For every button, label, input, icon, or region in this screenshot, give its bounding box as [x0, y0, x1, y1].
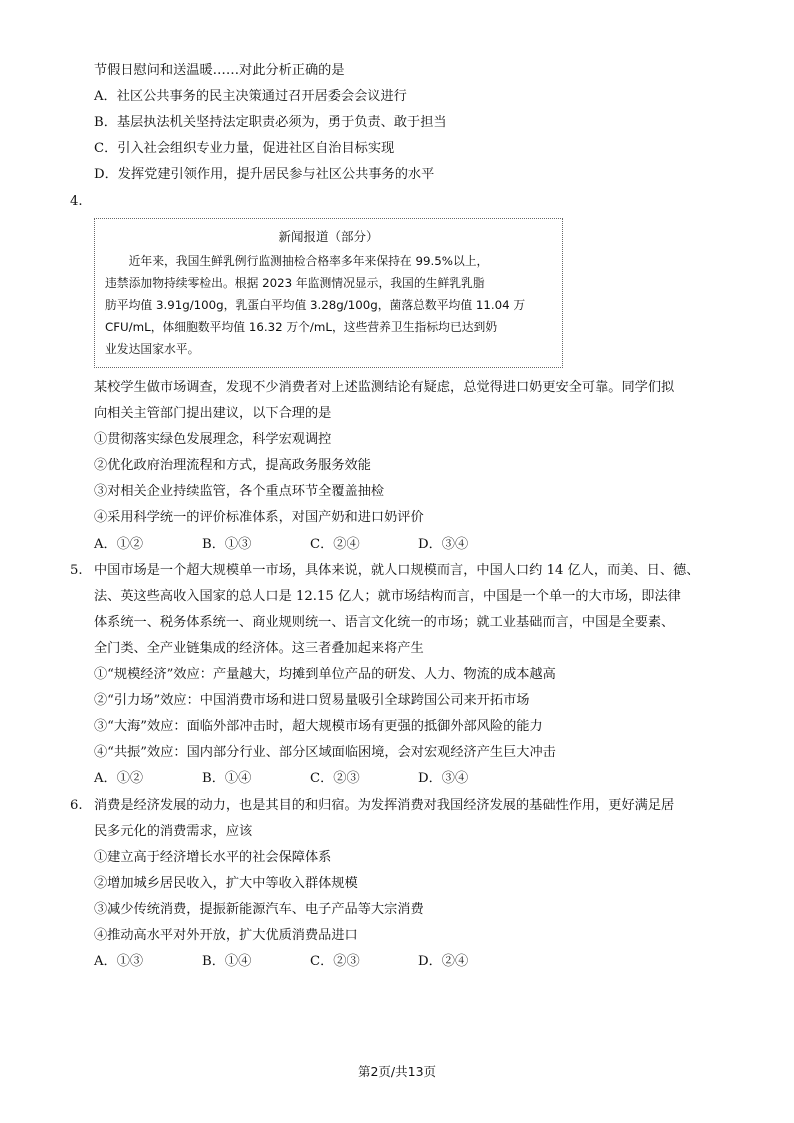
- q5-item-4: ④“共振”效应：国内部分行业、部分区域面临困境，会对宏观经济产生巨大冲击: [94, 745, 556, 760]
- q6-item-3: ③减少传统消费，提振新能源汽车、电子产品等大宗消费: [94, 902, 424, 917]
- q5-choices: [94, 770, 526, 788]
- q5-number: 5.: [70, 563, 83, 578]
- q6-item-4: ④推动高水平对外开放，扩大优质消费品进口: [94, 928, 358, 943]
- q4-choice-b: B．①③: [202, 537, 252, 552]
- q4-choice-d: D．③④: [418, 537, 469, 552]
- news-report-box: [94, 218, 563, 368]
- page-footer: 第2页/共13页: [357, 1064, 437, 1079]
- q5-stem-line: 全门类、全产业链集成的经济体。这三者叠加起来将产生: [94, 641, 424, 656]
- news-report-body: [105, 250, 550, 360]
- q3-option-a: A．社区公共事务的民主决策通过召开居委会会议进行: [94, 89, 407, 104]
- news-line: 肪平均值 3.91g/100g，乳蛋白平均值 3.28g/100g，菌落总数平均值 11.04 万: [105, 298, 526, 312]
- q6-stem-line: 消费是经济发展的动力，也是其目的和归宿。为发挥消费对我国经济发展的基础性作用，更好满足居: [94, 798, 675, 813]
- q6-number: 6.: [70, 798, 83, 813]
- q5-item-2: ②“引力场”效应：中国消费市场和进口贸易量吸引全球跨国公司来开拓市场: [94, 693, 530, 708]
- news-report-title: 新闻报道（部分）: [278, 229, 379, 244]
- q3-option-c: C．引入社会组织专业力量，促进社区自治目标实现: [94, 141, 395, 156]
- q6-choice-b: B．①④: [202, 954, 252, 969]
- q4-item-4: ④采用科学统一的评价标准体系，对国产奶和进口奶评价: [94, 510, 424, 525]
- q3-option-b: B．基层执法机关坚持法定职责必须为，勇于负责、敢于担当: [94, 115, 447, 130]
- q4-item-3: ③对相关企业持续监管，各个重点环节全覆盖抽检: [94, 484, 385, 499]
- q5-choice-d: D．③④: [418, 771, 469, 786]
- q4-choice-c: C．②④: [310, 537, 360, 552]
- q6-choice-a: A．①③: [94, 954, 144, 969]
- q6-choice-d: D．②④: [418, 954, 469, 969]
- q3-stem-tail: 节假日慰问和送温暖……对此分析正确的是: [94, 63, 345, 78]
- q5-stem-line: 体系统一、税务体系统一、商业规则统一、语言文化统一的市场；就工业基础而言，中国是全要素、: [94, 615, 675, 630]
- q6-item-2: ②增加城乡居民收入，扩大中等收入群体规模: [94, 876, 358, 891]
- q5-choice-a: A．①②: [94, 771, 144, 786]
- q6-choices: [94, 953, 526, 971]
- q6-choice-c: C．②③: [310, 954, 360, 969]
- q4-item-2: ②优化政府治理流程和方式，提高政务服务效能: [94, 458, 371, 473]
- q4-number: 4.: [70, 194, 83, 209]
- q5-item-3: ③“大海”效应：面临外部冲击时，超大规模市场有更强的抵御外部风险的能力: [94, 719, 543, 734]
- news-line: 违禁添加物持续零检出。根据 2023 年监测情况显示，我国的生鲜乳乳脂: [105, 276, 485, 290]
- q5-choice-b: B．①④: [202, 771, 252, 786]
- news-line: 业发达国家水平。: [105, 342, 200, 356]
- news-line: 近年来，我国生鲜乳例行监测抽检合格率多年来保持在 99.5%以上，: [105, 254, 489, 268]
- q5-stem-line: 法、英这些高收入国家的总人口是 12.15 亿人；就市场结构而言，中国是一个单一的大市场，即法律: [94, 589, 681, 604]
- q3-option-d: D．发挥党建引领作用，提升居民参与社区公共事务的水平: [94, 167, 435, 182]
- q4-stem-line: 某校学生做市场调查，发现不少消费者对上述监测结论有疑虑，总觉得进口奶更安全可靠。同学们拟: [94, 380, 675, 395]
- q5-stem-line: 中国市场是一个超大规模单一市场，具体来说，就人口规模而言，中国人口约 14 亿人，而美、日、德、: [94, 563, 700, 578]
- q4-choices: [94, 536, 526, 554]
- q5-item-1: ①“规模经济”效应：产量越大，均摊到单位产品的研发、人力、物流的成本越高: [94, 667, 556, 682]
- news-line: CFU/mL，体细胞数平均值 16.32 万个/mL，这些营养卫生指标均已达到奶: [105, 320, 498, 334]
- q6-stem-line: 民多元化的消费需求，应该: [94, 824, 253, 839]
- q4-choice-a: A．①②: [94, 537, 144, 552]
- q5-choice-c: C．②③: [310, 771, 360, 786]
- q6-item-1: ①建立高于经济增长水平的社会保障体系: [94, 850, 332, 865]
- q4-stem-line: 向相关主管部门提出建议，以下合理的是: [94, 406, 332, 421]
- q4-item-1: ①贯彻落实绿色发展理念，科学宏观调控: [94, 432, 332, 447]
